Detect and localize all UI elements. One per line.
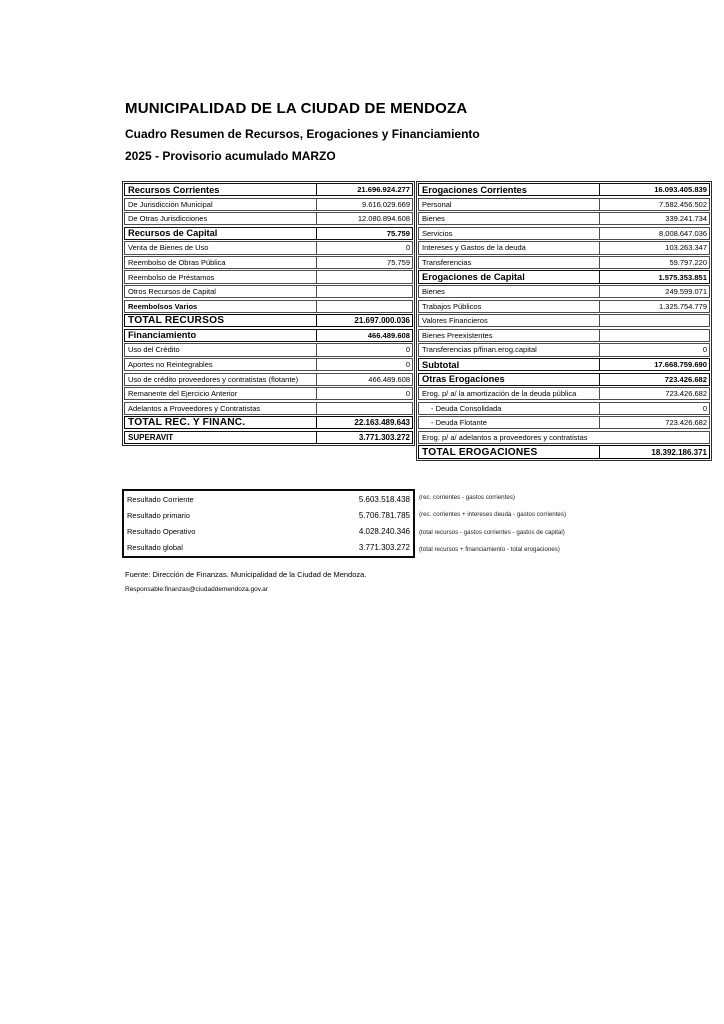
row-label: De Jurisdicción Municipal [128,199,213,209]
row-label: TOTAL REC. Y FINANC. [128,417,246,429]
results-box [122,489,415,558]
table-row [124,300,413,313]
row-value: 75.759 [316,257,412,268]
row-value [316,271,412,282]
table-row [418,387,710,400]
table-row [124,285,413,298]
table-row [124,227,413,240]
table-row [418,431,710,444]
row-label: Adelantos a Proveedores y Contratistas [128,403,261,413]
result-value: 5.603.518.438 [358,494,410,504]
row-label: Remanente del Ejercicio Anterior [128,389,238,399]
row-label: Transferencias [422,257,472,267]
row-value: 339.241.734 [599,213,709,224]
row-value: 21.696.924.277 [316,184,412,195]
table-row [124,402,413,415]
row-value: 466.489.608 [316,374,412,385]
row-label: Trabajos Públicos [422,301,482,311]
row-label: Subtotal [422,359,460,370]
row-label: Otras Erogaciones [422,374,505,385]
row-label: Transferencias p/finan.erog.capital [422,345,537,355]
table-row [124,256,413,269]
result-label: Resultado global [127,543,183,553]
row-value: 17.668.759.690 [599,359,709,370]
row-value: 21.697.000.036 [316,315,412,326]
row-value [316,403,412,414]
table-row [124,387,413,400]
result-label: Resultado primario [127,510,190,520]
report-period: 2025 - Provisorio acumulado MARZO [125,149,336,163]
row-value: 0 [316,344,412,355]
table-row [124,329,413,342]
row-value: 1.575.353.851 [599,271,709,282]
result-label: Resultado Operativo [127,527,196,537]
table-row [418,227,710,240]
table-row [418,300,710,313]
row-label: Aportes no Reintegrables [128,360,213,370]
summary-tables [122,181,712,461]
row-value [316,286,412,297]
row-label: Uso de crédito proveedores y contratistas (flotante) [128,374,299,384]
footer-responsible-email: Responsable:finanzas@ciudaddemendoza.gov.ar [125,586,269,593]
row-value: 8.008.647.036 [599,228,709,239]
row-label: Reembolso de Préstamos [128,272,215,282]
result-label: Resultado Corriente [127,494,194,504]
row-value: 7.582.456.502 [599,199,709,210]
row-value: 1.325.754.779 [599,301,709,312]
table-row [418,212,710,225]
row-value [599,330,709,341]
table-row [124,183,413,196]
results-notes [419,489,566,558]
table-row [124,373,413,386]
table-row [418,256,710,269]
table-row [418,314,710,327]
table-row [124,212,413,225]
table-row [124,241,413,254]
table-row [418,270,710,283]
row-value: 9.616.029.669 [316,199,412,210]
row-label: Otros Recursos de Capital [128,287,216,297]
row-label: Intereses y Gastos de la deuda [422,243,526,253]
table-row [124,358,413,371]
row-value: 0 [316,388,412,399]
table-row [124,270,413,283]
row-value [599,315,709,326]
table-row [418,285,710,298]
row-label: - Deuda Flotante [431,418,487,428]
row-label: TOTAL RECURSOS [128,315,225,327]
row-value: 0 [316,242,412,253]
row-value: 0 [316,359,412,370]
erogaciones-table [416,181,712,461]
row-label: Recursos de Capital [128,228,218,239]
table-row [418,183,710,196]
row-value: 723.426.682 [599,374,709,385]
row-label: SUPERAVIT [128,432,174,442]
table-row [418,343,710,356]
result-note: (rec. corrientes + intereses deuda - gastos corrientes) [419,511,567,519]
result-value: 3.771.303.272 [358,543,410,553]
row-label: Reembolso de Obras Pública [128,257,226,267]
row-label: Financiamiento [128,330,197,341]
row-value: 22.163.489.643 [316,417,412,428]
result-note: (rec. corrientes - gastos corrientes) [419,494,515,502]
row-label: Servicios [422,228,453,238]
footer-source: Fuente: Dirección de Finanzas. Municipalidad de la Ciudad de Mendoza. [125,570,367,579]
row-value: 0 [599,344,709,355]
result-note: (total recursos - gastos corrientes - gastos de capital) [419,528,565,536]
table-row [418,358,710,371]
table-row [418,241,710,254]
row-label: De Otras Jurisdicciones [128,214,208,224]
table-row [418,373,710,386]
row-label: Recursos Corrientes [128,184,220,195]
page-subtitle: Cuadro Resumen de Recursos, Erogaciones y Financiamiento [125,127,480,141]
table-row [124,416,413,429]
result-row [124,540,413,556]
row-value: 75.759 [316,228,412,239]
row-value [316,301,412,312]
result-note: (total recursos + financiamiento - total erogaciones) [419,545,560,553]
result-value: 4.028.240.346 [358,527,410,537]
row-value: 249.599.071 [599,286,709,297]
row-label: Personal [422,199,452,209]
row-value: 723.426.682 [599,417,709,428]
row-label: Reembolsos Varios [128,301,198,311]
row-label: TOTAL EROGACIONES [422,446,538,458]
table-row [124,343,413,356]
result-value: 5.706.781.785 [358,510,410,520]
row-value: 3.771.303.272 [316,432,412,443]
result-row [124,507,413,523]
table-row [418,329,710,342]
row-label: Erogaciones de Capital [422,272,525,283]
page-title: MUNICIPALIDAD DE LA CIUDAD DE MENDOZA [125,100,468,117]
table-row [124,431,413,444]
row-label: Valores Financieros [422,316,488,326]
row-value: 12.080.894.608 [316,213,412,224]
row-value: 466.489.608 [316,330,412,341]
row-value: 59.797.220 [599,257,709,268]
row-value: 16.093.405.839 [599,184,709,195]
table-row [124,198,413,211]
row-label: Bienes [422,287,445,297]
row-label: Erogaciones Corrientes [422,184,527,195]
row-label: Uso del Crédito [128,345,180,355]
table-row [124,314,413,327]
row-label: Bienes Preexistentes [422,330,493,340]
table-row [418,402,710,415]
row-label: Erog. p/ a/ adelantos a proveedores y contratistas [422,432,588,442]
table-row [418,198,710,211]
row-label: Bienes [422,214,445,224]
row-label: - Deuda Consolidada [431,403,502,413]
row-value: 0 [599,403,709,414]
recursos-table [122,181,415,446]
row-value: 18.392.186.371 [599,446,709,457]
result-row [124,524,413,540]
row-value: 723.426.682 [599,388,709,399]
row-label: Venta de Bienes de Uso [128,243,209,253]
row-value: 103.263.347 [599,242,709,253]
result-row [124,491,413,507]
row-label: Erog. p/ a/ la amortización de la deuda pública [422,389,577,399]
table-row [418,416,710,429]
table-row [418,445,710,458]
